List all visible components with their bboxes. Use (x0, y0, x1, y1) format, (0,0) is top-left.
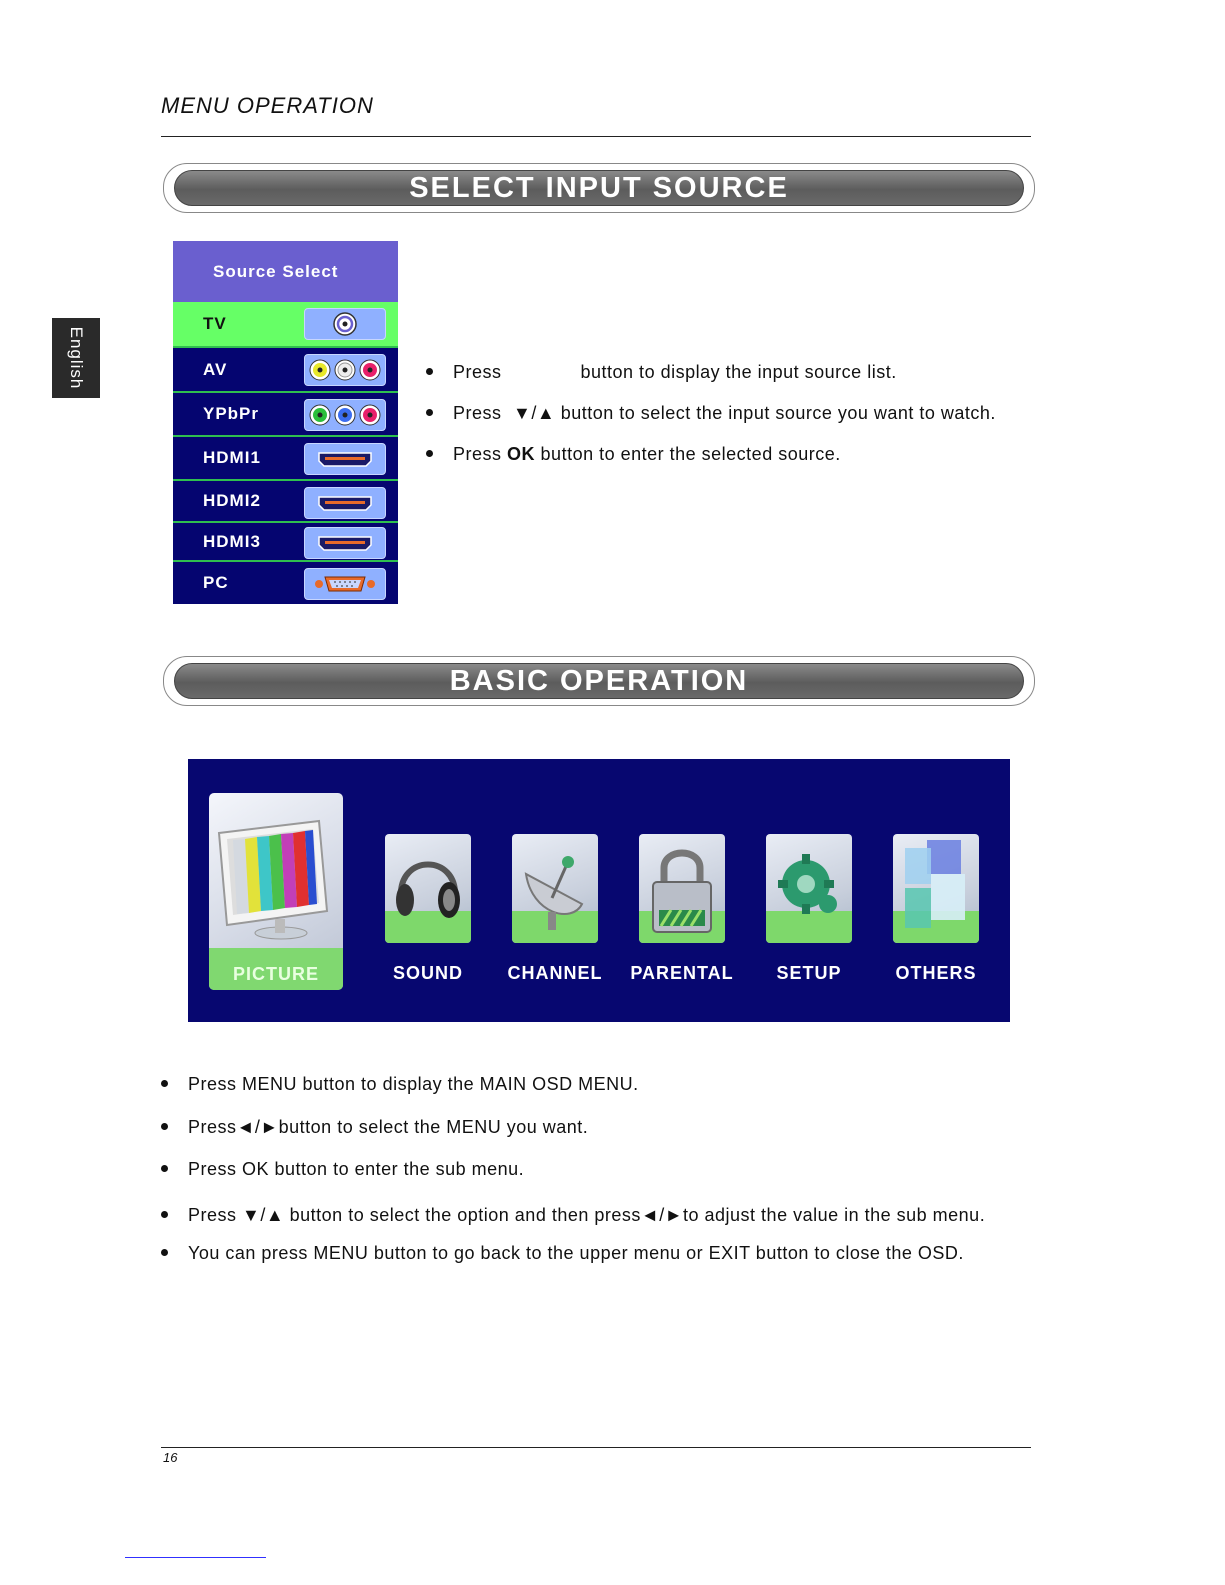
osd-item-others[interactable] (893, 834, 979, 943)
bullet (426, 409, 433, 416)
headphones-icon (385, 834, 471, 943)
page-title: MENU OPERATION (161, 93, 374, 118)
instruction-text: Press MENU button to display the MAIN OSD MENU. (188, 1074, 639, 1094)
osd-main-menu (188, 759, 1010, 1022)
source-item-av[interactable] (173, 346, 398, 391)
header-divider (161, 136, 1031, 137)
hdmi-port-icon (304, 443, 386, 475)
bullet (161, 1080, 168, 1087)
osd-item-label: CHANNEL (507, 963, 603, 983)
banner-title: SELECT INPUT SOURCE (409, 171, 789, 204)
instruction-text: button to enter the selected source. (540, 444, 841, 464)
bottom-link-underline (125, 1557, 266, 1558)
osd-item-label: SOUND (392, 963, 463, 983)
instruction-list-item (161, 1074, 639, 1095)
source-item-label: HDMI1 (203, 448, 261, 467)
language-tab-label: English (67, 326, 86, 390)
osd-item-setup[interactable] (766, 834, 852, 943)
bullet (161, 1123, 168, 1130)
padlock-icon (639, 834, 725, 943)
instruction-text: You can press MENU button to go back to the upper menu or EXIT button to close the OSD. (188, 1243, 964, 1263)
section-banner-input-source (163, 163, 1035, 213)
instruction-text: Press (453, 362, 502, 382)
page-number: 16 (163, 1450, 178, 1465)
footer-divider (161, 1447, 1031, 1448)
hdmi-port-icon (304, 487, 386, 519)
ok-key-label: OK (507, 444, 536, 464)
osd-item-parental[interactable] (639, 834, 725, 943)
bullet (161, 1165, 168, 1172)
instruction-text: Press OK button to enter the sub menu. (188, 1159, 525, 1179)
gear-icon (766, 834, 852, 943)
instruction-text: Press (453, 403, 502, 423)
instruction-text: Press (453, 444, 502, 464)
banner-title: BASIC OPERATION (449, 664, 749, 697)
bullet (426, 368, 433, 375)
instruction-list-item (161, 1205, 985, 1226)
osd-item-label: PICTURE (232, 964, 319, 984)
source-item-label: TV (203, 314, 227, 333)
vga-port-icon (304, 568, 386, 600)
composite-rca-icon (304, 354, 386, 386)
instruction-text: Press ▼/▲ button to select the option and then press◄/►to adjust the value in the sub menu. (188, 1205, 986, 1225)
arrow-keys-icon: ▼/▲ (513, 403, 556, 423)
language-tab (52, 318, 100, 398)
osd-item-channel[interactable] (512, 834, 598, 943)
instruction-list-item (426, 444, 841, 465)
satellite-dish-icon (512, 834, 598, 943)
source-item-ypbpr[interactable] (173, 391, 398, 435)
instruction-text: button to display the input source list. (580, 362, 897, 382)
bullet (426, 450, 433, 457)
instruction-list-item (161, 1117, 588, 1138)
bullet (161, 1211, 168, 1218)
hdmi-port-icon (304, 527, 386, 559)
instruction-list-item (161, 1159, 524, 1180)
instruction-text: button to select the input source you want to watch. (560, 403, 996, 423)
source-item-hdmi2[interactable] (173, 479, 398, 521)
bullet (161, 1249, 168, 1256)
rf-connector-icon (304, 308, 386, 340)
source-item-label: HDMI3 (203, 531, 261, 551)
source-select-panel (173, 241, 398, 604)
source-item-label: PC (203, 573, 229, 592)
osd-item-picture[interactable] (209, 793, 343, 990)
component-rca-icon (304, 399, 386, 431)
osd-item-label: SETUP (776, 963, 842, 983)
instruction-list-item (426, 362, 897, 383)
instruction-list-item (161, 1243, 964, 1264)
osd-item-label: OTHERS (895, 963, 977, 983)
source-item-label: AV (203, 359, 228, 379)
source-item-label: YPbPr (203, 404, 260, 423)
section-banner-basic-operation (163, 656, 1035, 706)
source-item-hdmi3[interactable] (173, 521, 398, 560)
source-item-label: HDMI2 (203, 491, 261, 510)
osd-item-sound[interactable] (385, 834, 471, 943)
source-item-hdmi1[interactable] (173, 435, 398, 479)
source-item-tv[interactable] (173, 302, 398, 346)
source-select-title: Source Select (173, 241, 398, 302)
osd-item-label: PARENTAL (630, 963, 734, 983)
source-item-pc[interactable] (173, 560, 398, 604)
instruction-list-item (426, 403, 996, 424)
blocks-icon (893, 834, 979, 943)
instruction-text: Press◄/►button to select the MENU you want. (188, 1117, 589, 1137)
